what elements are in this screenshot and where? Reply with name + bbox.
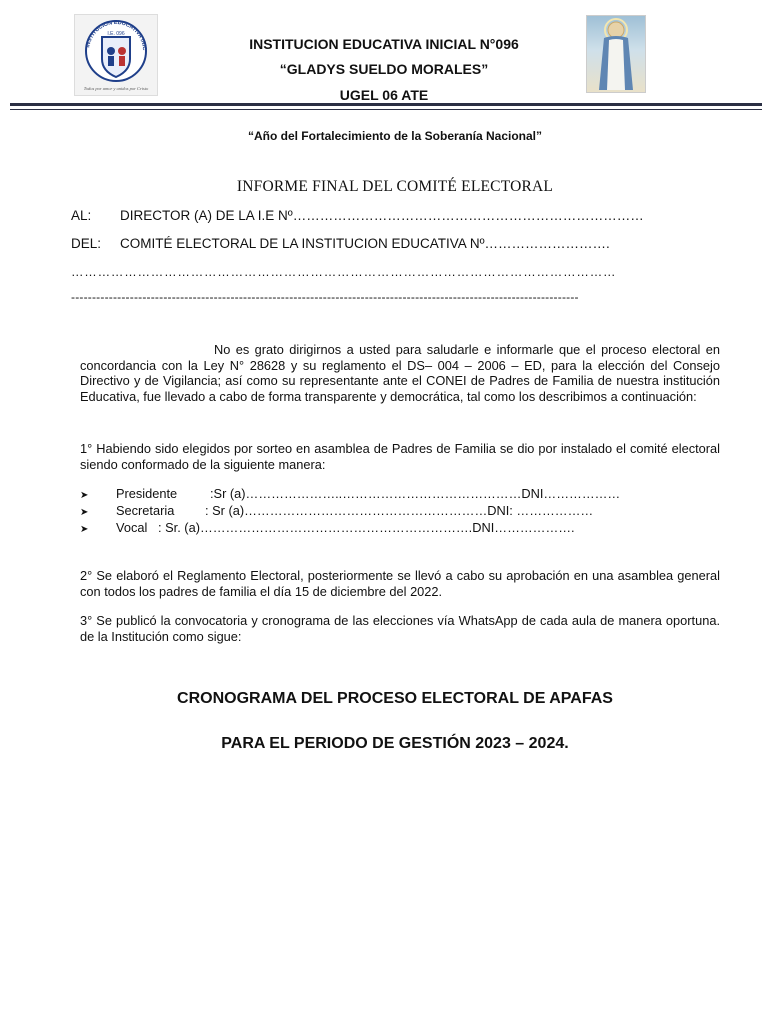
schedule-heading: CRONOGRAMA DEL PROCESO ELECTORAL DE APAFAS <box>177 690 613 707</box>
member-item-secretary <box>80 503 593 518</box>
member-item-president <box>80 486 620 501</box>
arrow-bullet-icon: ➤ <box>80 507 89 518</box>
header-divider <box>10 103 762 106</box>
address-from-label: DEL: <box>71 236 102 251</box>
address-from-text: COMITÉ ELECTORAL DE LA INSTITUCION EDUCATIVA Nº………………………. <box>120 236 610 251</box>
member-role: Presidente <box>116 486 178 501</box>
address-from <box>71 236 610 251</box>
member-line: :Sr (a)…………………..……………………………………DNI……………… <box>210 486 621 501</box>
logo-motto-text: Todos por amor y unidos por Cristo <box>83 86 149 91</box>
arrow-bullet-icon: ➤ <box>80 524 89 535</box>
logo-arc-text: INSTITUCION EDUCATIVA INIC <box>85 19 148 51</box>
member-item-vocal <box>80 520 575 535</box>
ugel-line: UGEL 06 ATE <box>339 87 429 103</box>
school-name-line: INSTITUCION EDUCATIVA INICIAL N°096 <box>249 36 519 52</box>
address-to-text: DIRECTOR (A) DE LA I.E Nº…………………………………………………………………… <box>120 208 644 223</box>
virgin-mary-image <box>586 15 646 93</box>
member-line: : Sr (a)…………………………………………………DNI: ……………… <box>205 503 594 518</box>
point-1-paragraph: 1° Habiendo sido elegidos por sorteo en asamblea de Padres de Familia se dio por instalado el comité electoral siendo conformado de la siguiente manera: <box>80 441 720 472</box>
member-role: Vocal <box>116 520 148 535</box>
address-to-label: AL: <box>71 208 92 223</box>
address-to <box>71 208 644 223</box>
schedule-period-heading: PARA EL PERIODO DE GESTIÓN 2023 – 2024. <box>221 735 569 752</box>
member-line: : Sr. (a)……………………………………………………….DNI………………. <box>158 520 575 535</box>
intro-paragraph: No es grato dirigirnos a usted para saludarle e informarle que el proceso electoral en concordancia con la Ley N° 28628 y su reglamento el DS– 004 – 2006 – ED, para la elección del Consejo Directivo y de Vigilancia; así como su representante ante el CONEI de Padres de Familia de nuestra institución Educativa, fue llevado a cabo de forma transparente y democrática, tal como los describimos a continuación: <box>80 342 720 404</box>
year-motto: “Año del Fortalecimiento de la Soberanía Nacional” <box>247 129 543 143</box>
document-title: INFORME FINAL DEL COMITÉ ELECTORAL <box>236 178 554 195</box>
school-logo <box>74 14 158 96</box>
point-3-paragraph: 3° Se publicó la convocatoria y cronograma de las elecciones vía WhatsApp de cada aula de manera oportuna. de la Institución como sigue: <box>80 613 720 644</box>
school-patron-line: “GLADYS SUELDO MORALES” <box>279 61 489 77</box>
header-divider-thin <box>10 109 762 110</box>
logo-code-text: I.E. 096 <box>107 31 125 37</box>
member-role: Secretaria <box>116 503 175 518</box>
arrow-bullet-icon: ➤ <box>80 490 89 501</box>
separator-dashes: ------------------------------------------------------------------------------------------------------------------------- <box>71 290 579 304</box>
point-2-paragraph: 2° Se elaboró el Reglamento Electoral, posteriormente se llevó a cabo su aprobación en una asamblea general con todos los padres de familia el día 15 de diciembre del 2022. <box>80 568 720 599</box>
address-dots-line: …………………………………………………………………………………………………………… <box>71 265 617 279</box>
